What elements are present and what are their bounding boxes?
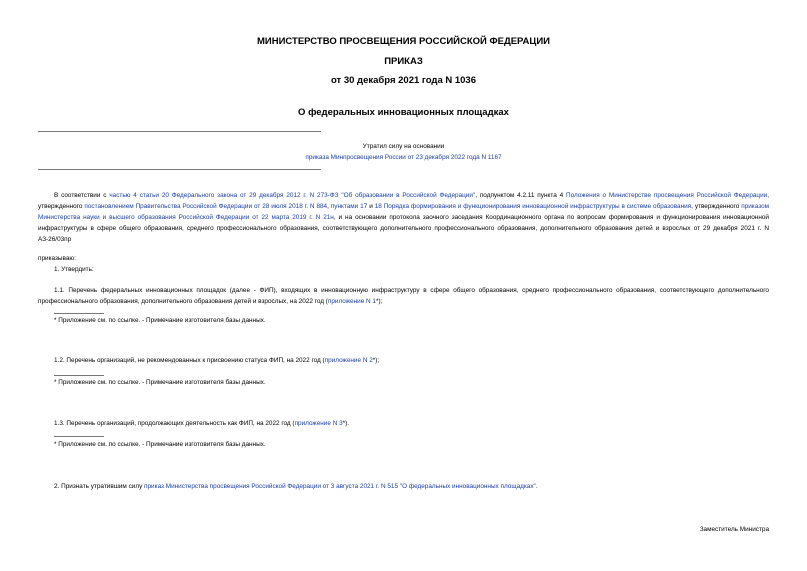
item-1-3-tail: *). [342,420,350,427]
signature: Заместитель Министра [699,526,769,533]
footnote: * Приложение см. по ссылке. - Примечание изготовителя базы данных. [54,317,266,324]
repeal-order-link[interactable]: приказа Минпросвещения России от 23 декабря 2022 года N 1167 [305,154,502,161]
item-1-2-text: 1.2. Перечень организаций, не рекомендованных к присвоению статуса ФИП, на 2022 год ( [54,357,325,364]
item-2 [54,483,538,490]
footnote-divider [54,375,104,376]
item-2-tail: . [535,483,538,490]
government-decree-link[interactable]: постановлением Правительства Российской Федерации от 28 июля 2018 г. N 884 [84,203,328,210]
doc-subject: О федеральных инновационных площадках [298,107,509,118]
procedure-link[interactable]: 18 Порядка формирования и функционирования инновационной инфраструктуры в системе образования [374,203,692,210]
preamble-text: , утвержденного [691,203,742,210]
ministry-regulation-link[interactable]: Положения о Министерстве просвещения Российской Федерации [565,192,768,199]
validity-note-link-row [0,154,807,161]
appendix-1-link[interactable]: приложение N 1 [327,298,376,305]
preamble-text: , подпунктом 4.2.11 пункта 4 [475,192,566,199]
doc-date: от 30 декабря 2021 года N 1036 [330,75,476,86]
item-1-2-tail: *); [372,357,380,364]
item-2-text: 2. Признать утратившим силу [54,483,145,490]
footnote: * Приложение см. по ссылке. - Примечание изготовителя базы данных. [54,379,266,386]
preamble-text: , [327,203,331,210]
preamble-text: и [367,203,375,210]
item-1-1-tail: *); [375,298,383,305]
item-1: 1. Утвердить: [54,266,94,273]
footnote-divider [54,436,104,437]
item-1-3 [54,420,349,427]
preamble-text: , утвержденного [38,192,770,210]
appendix-2-link[interactable]: приложение N 2 [324,357,373,364]
ministry-title: МИНИСТЕРСТВО ПРОСВЕЩЕНИЯ РОССИЙСКОЙ ФЕДЕРАЦИИ [256,36,551,47]
item-1-2 [54,357,379,364]
item-1-3-text: 1.3. Перечень организаций, продолжающих деятельность как ФИП, на 2022 год ( [54,420,295,427]
preamble-paragraph [38,190,769,245]
point17-link[interactable]: пунктами 17 [330,203,368,210]
divider-bottom [38,169,321,170]
item-1-1 [38,285,769,307]
science-ministry-order-link[interactable]: приказом Министерства науки и высшего образования Российской Федерации от 22 марта 2019 г. N 21н [38,203,770,221]
appendix-3-link[interactable]: приложение N 3 [294,420,343,427]
order-word: приказываю: [38,255,76,262]
law-article-link[interactable]: частью 4 статьи 20 Федерального закона от 29 декабря 2012 г. N 273-ФЗ "Об образовании в Российской Федерации" [109,192,476,199]
divider-top [38,131,321,132]
doc-type: ПРИКАЗ [384,56,423,67]
validity-note: Утратил силу на основании [362,143,445,150]
footnote-divider [54,313,104,314]
revoked-order-link[interactable]: приказ Министерства просвещения Российской Федерации от 3 августа 2021 г. N 515 "О федеральных инновационных площадках" [144,483,536,490]
preamble-text: В соответствии с [54,192,110,199]
item-1-1-text: 1.1. Перечень федеральных инновационных площадок (далее - ФИП), входящих в инновационную инфраструктуру в сфере общего образования, среднего профессионального образования, соответствующего дополнительного профессионального образования, дополнительного образования детей и взрослых, на 2022 год ( [38,287,769,305]
preamble-text: , и на основании протокола заочного заседания Координационного органа по вопросам формирования и функционирования инновационной инфраструктуры в сфере общего образования, среднего профессионального образования, соответствующего дополнительного профессионального образования, дополнительного образования детей и взрослых от 29 декабря 2021 г. N АЗ-26/03пр [38,214,769,243]
footnote: * Приложение см. по ссылке. - Примечание изготовителя базы данных. [54,441,266,448]
